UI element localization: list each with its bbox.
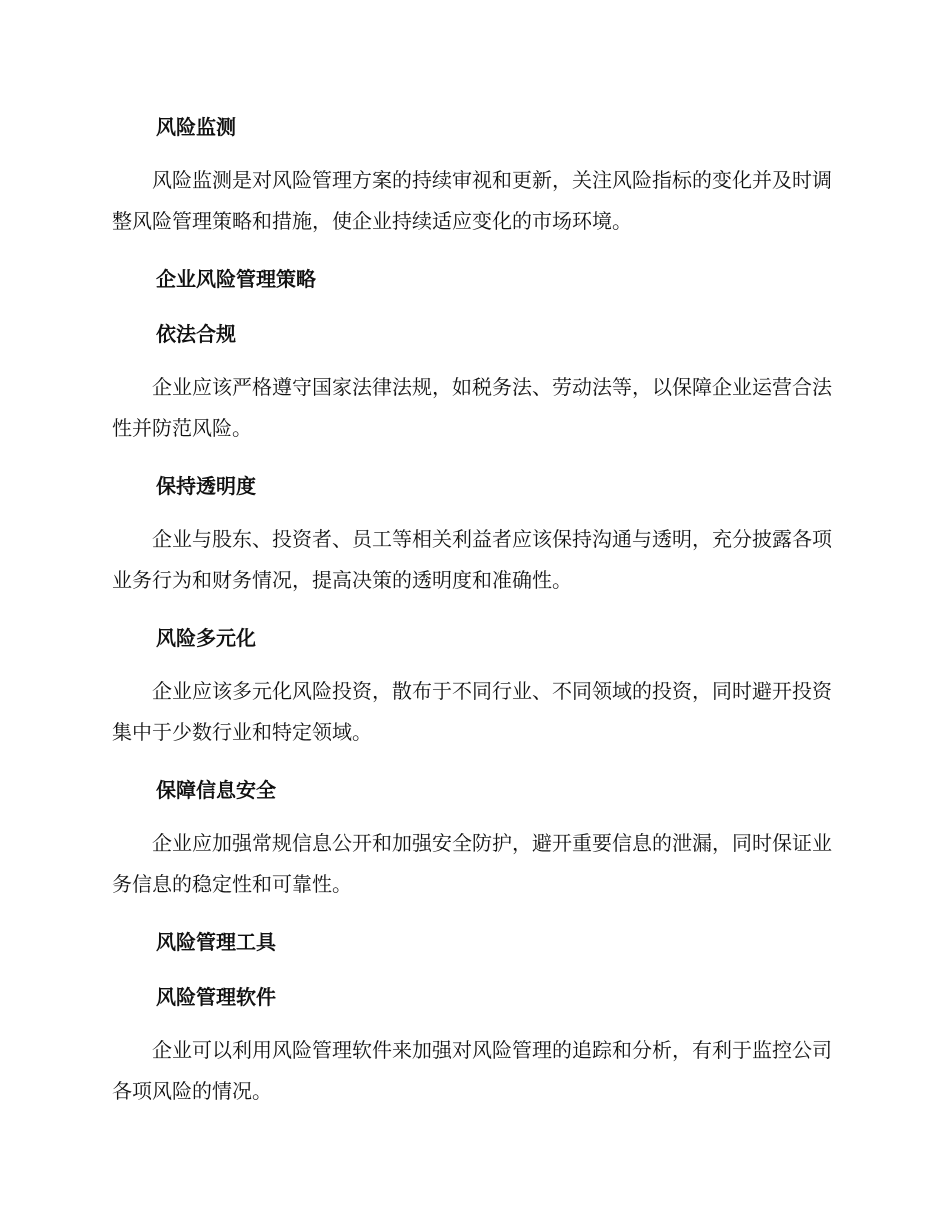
section-heading-diversification: 风险多元化 [156, 626, 256, 650]
section-heading-info-security: 保障信息安全 [156, 778, 276, 802]
document-body [112, 112, 832, 1112]
paragraph-info-security: 企业应加强常规信息公开和加强安全防护，避开重要信息的泄漏，同时保证业务信息的稳定性和可靠性。 [112, 831, 832, 896]
section-heading-risk-tools: 风险管理工具 [156, 930, 276, 954]
section-heading-compliance: 依法合规 [156, 322, 236, 346]
section-heading-risk-monitoring: 风险监测 [156, 115, 236, 139]
paragraph-risk-software: 企业可以利用风险管理软件来加强对风险管理的追踪和分析，有利于监控公司各项风险的情况。 [112, 1038, 832, 1103]
section-heading-risk-software: 风险管理软件 [156, 985, 276, 1009]
paragraph-risk-monitoring: 风险监测是对风险管理方案的持续审视和更新，关注风险指标的变化并及时调整风险管理策略和措施，使企业持续适应变化的市场环境。 [112, 168, 832, 233]
paragraph-diversification: 企业应该多元化风险投资，散布于不同行业、不同领域的投资，同时避开投资集中于少数行业和特定领域。 [112, 679, 832, 744]
section-heading-risk-strategy: 企业风险管理策略 [156, 267, 316, 291]
paragraph-compliance: 企业应该严格遵守国家法律法规，如税务法、劳动法等，以保障企业运营合法性并防范风险。 [112, 375, 832, 440]
paragraph-transparency: 企业与股东、投资者、员工等相关利益者应该保持沟通与透明，充分披露各项业务行为和财务情况，提高决策的透明度和准确性。 [112, 527, 832, 592]
section-heading-transparency: 保持透明度 [156, 474, 256, 498]
